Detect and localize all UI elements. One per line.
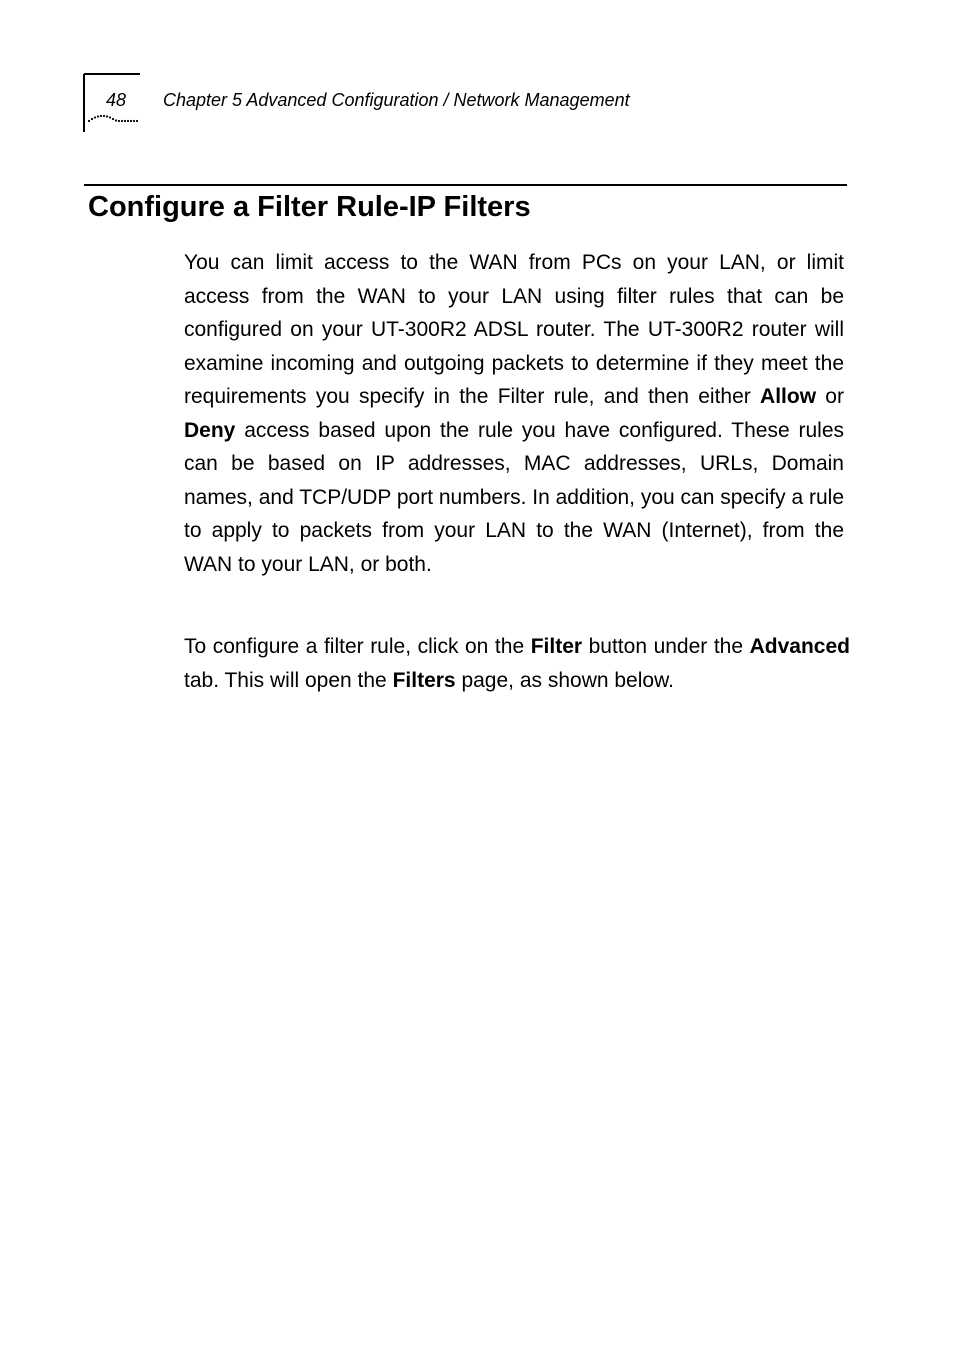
instruction-text-4: page, as shown below. bbox=[455, 668, 674, 692]
intro-text-1: You can limit access to the WAN from PCs on your LAN, or limit access from the WAN to your LAN using filter rules that can be configured on your UT-300R2 ADSL router. The UT-300R2 router will examine incoming and outgoing packets to determine if they meet the requirements you specify in the Filter rule, and then either bbox=[184, 251, 844, 408]
intro-paragraph bbox=[184, 246, 844, 581]
page-number: 48 bbox=[106, 90, 127, 110]
section-title: Configure a Filter Rule-IP Filters bbox=[88, 191, 531, 223]
section-divider bbox=[84, 184, 847, 186]
instruction-text-1: To configure a filter rule, click on the bbox=[184, 635, 531, 658]
deny-term: Deny bbox=[184, 418, 236, 442]
intro-text-3: access based upon the rule you have configured. These rules can be based on IP addresses, MAC addresses, URLs, Domain names, and TCP/UDP port numbers. In addition, you can specify a rule to apply to packets from your LAN to the WAN (Internet), from the WAN to your LAN, or both. bbox=[184, 418, 844, 576]
filters-term: Filters bbox=[392, 668, 456, 692]
filter-term: Filter bbox=[530, 635, 583, 658]
intro-text-2: or bbox=[816, 385, 844, 408]
running-header: Chapter 5 Advanced Configuration / Network Management bbox=[163, 90, 630, 110]
instruction-text-2: button under the bbox=[582, 635, 750, 658]
instruction-text-3: tab. This will open the bbox=[184, 668, 393, 692]
allow-term: Allow bbox=[760, 385, 817, 408]
advanced-term: Advanced bbox=[749, 635, 850, 658]
instruction-paragraph bbox=[184, 630, 850, 697]
